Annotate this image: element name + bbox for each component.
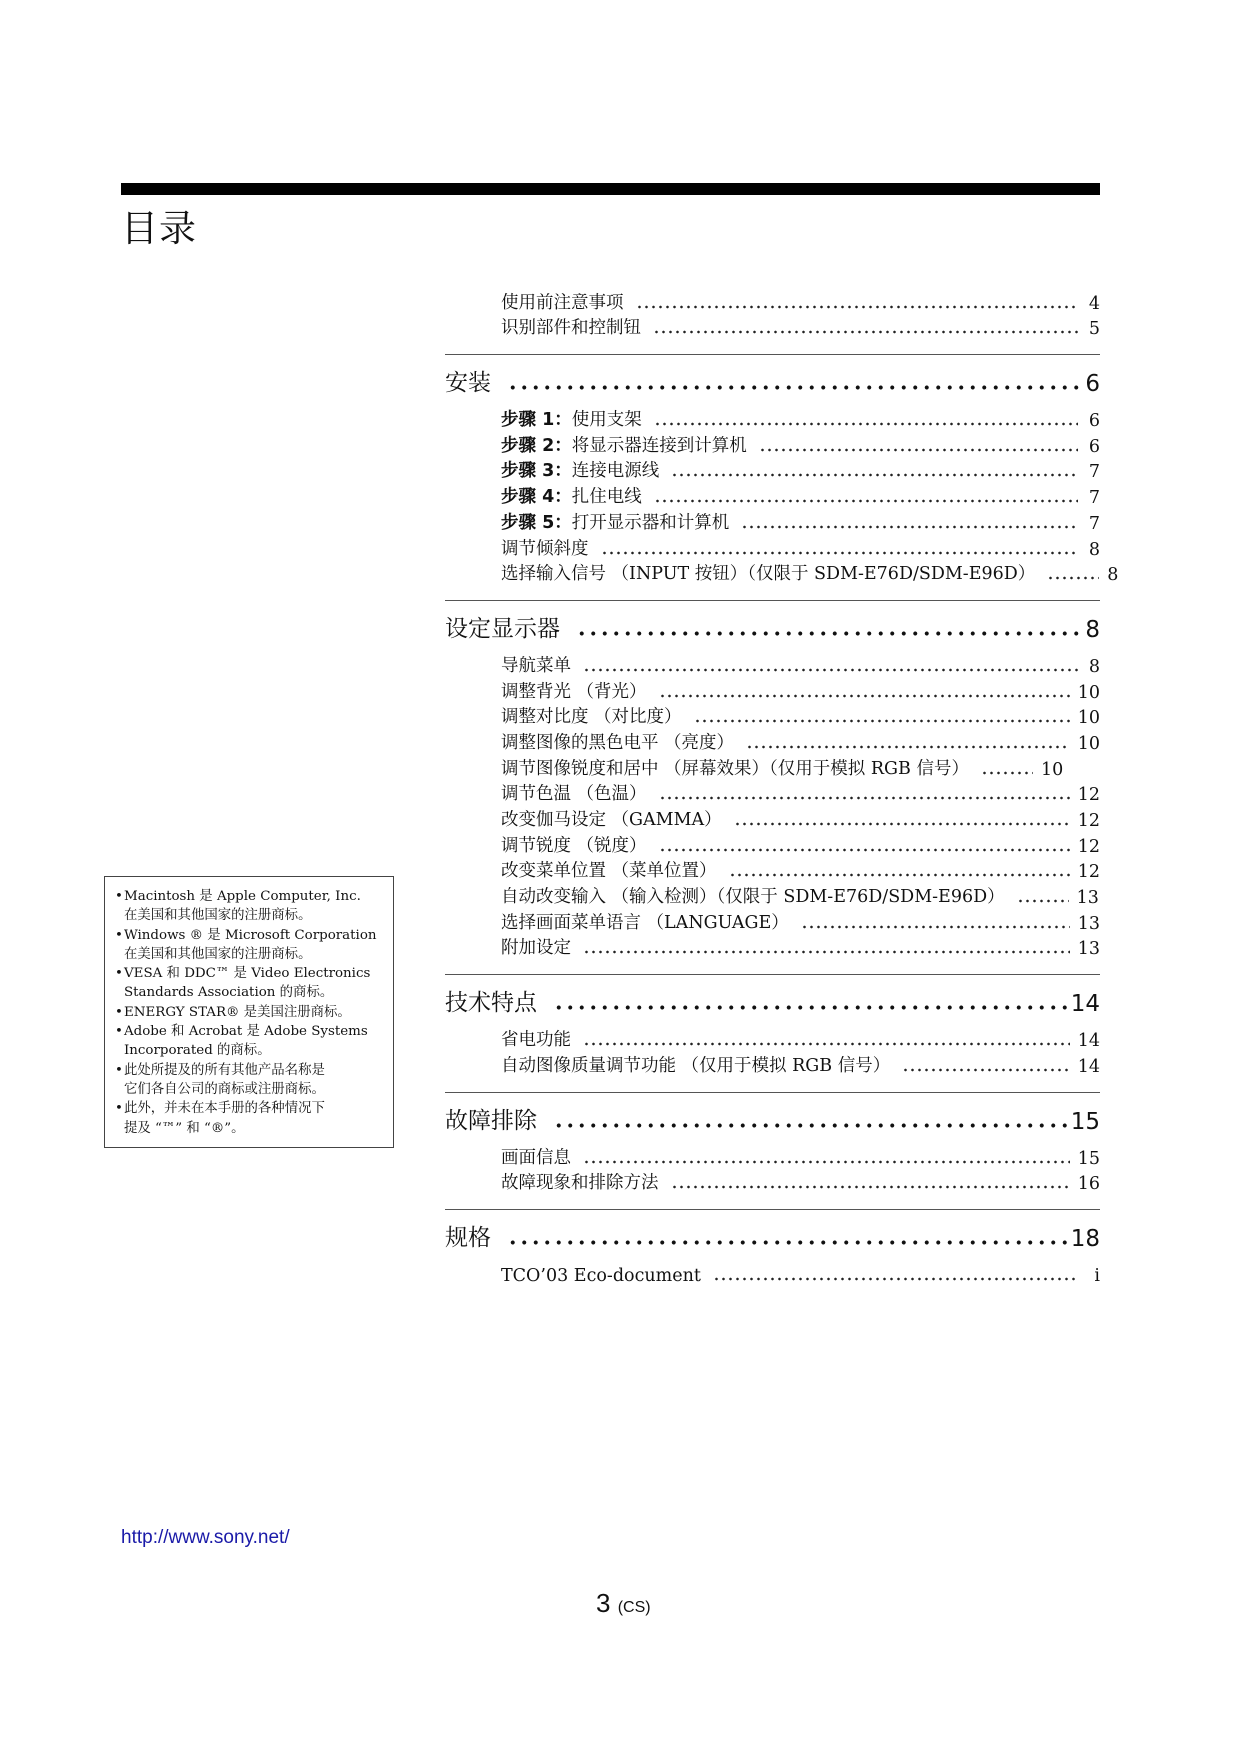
toc-leader-dots <box>671 1184 1070 1190</box>
toc-leader-dots <box>654 498 1078 504</box>
toc-entry[interactable] <box>445 651 1100 677</box>
toc-section-entries <box>445 1252 1100 1286</box>
trademark-notice-box <box>104 876 394 1148</box>
toc-entry-label <box>501 1026 571 1051</box>
toc-sections <box>445 354 1119 1286</box>
trademark-item <box>115 1022 387 1061</box>
toc-entry-text: 调节色温 （色温） <box>501 784 647 805</box>
toc-entry-page: 16 <box>1077 1174 1100 1195</box>
toc-entry-label <box>501 806 722 831</box>
toc-entry-text: 打开显示器和计算机 <box>571 512 730 533</box>
toc-section-page: 14 <box>1070 991 1100 1018</box>
trademark-item <box>115 964 387 1003</box>
toc-section-title: 故障排除 <box>445 1107 537 1134</box>
toc-entry-text: 省电功能 <box>501 1030 571 1051</box>
toc-entry[interactable] <box>445 1143 1100 1169</box>
toc-step-prefix: 步骤 4： <box>501 487 572 508</box>
toc-entry[interactable] <box>445 934 1100 960</box>
top-rule <box>121 183 1100 195</box>
page-title: 目录 <box>121 207 197 250</box>
toc-entry-page: 10 <box>1040 759 1064 780</box>
toc-entry[interactable] <box>445 1260 1100 1286</box>
toc-entry[interactable] <box>445 431 1100 457</box>
toc-leader-dots <box>746 744 1070 750</box>
toc-section-title: 安装 <box>445 370 491 397</box>
toc-entry-page: 13 <box>1077 913 1100 934</box>
toc-entry[interactable] <box>445 677 1100 703</box>
trademark-text: 此外，并未在本手册的各种情况下 提及 “™” 和 “®”。 <box>124 1101 325 1136</box>
toc-entry[interactable] <box>445 534 1100 560</box>
toc-section-title: 技术特点 <box>445 990 537 1017</box>
bullet-icon: • <box>115 889 123 904</box>
toc-entry-label <box>501 1144 571 1169</box>
toc-entry-page: 12 <box>1077 836 1100 857</box>
toc-entry-page: 15 <box>1077 1148 1100 1169</box>
toc-entry-label <box>501 1169 659 1194</box>
toc-entry-text: 调节倾斜度 <box>501 538 589 559</box>
trademark-item <box>115 926 387 965</box>
toc-leader-dots <box>659 847 1070 853</box>
toc-entry-label <box>501 703 682 728</box>
toc-entry-text: 将显示器连接到计算机 <box>571 435 747 456</box>
trademark-list <box>115 887 387 1138</box>
toc-entry-label <box>501 780 647 805</box>
toc-entry[interactable] <box>445 508 1100 534</box>
toc-leader-dots <box>636 304 1079 310</box>
trademark-item <box>115 887 387 926</box>
toc-entry[interactable] <box>445 805 1100 831</box>
toc-entry-text: 调整图像的黑色电平 （亮度） <box>501 732 735 753</box>
toc-section-title: 规格 <box>445 1225 491 1252</box>
toc-entry-label <box>501 406 642 431</box>
toc-entry-page: 7 <box>1088 488 1100 509</box>
toc-entry-label <box>501 560 1035 585</box>
toc-section-page: 18 <box>1070 1226 1100 1253</box>
trademark-item <box>115 1099 387 1138</box>
trademark-item <box>115 1003 387 1022</box>
toc-entry-label <box>501 457 659 482</box>
toc-entry-page: 6 <box>1088 411 1100 432</box>
toc-entry-page: 13 <box>1077 939 1100 960</box>
toc-leader-dots <box>583 1041 1070 1047</box>
toc-step-prefix: 步骤 5： <box>501 512 572 533</box>
toc-entry-label <box>501 832 647 857</box>
toc-intro-group <box>445 288 1100 339</box>
toc-leader-dots <box>583 949 1070 955</box>
toc-entry-label <box>501 1266 701 1286</box>
toc-section-heading[interactable] <box>445 1101 1100 1135</box>
toc-leader-dots <box>981 770 1033 776</box>
toc-entry-page: 5 <box>1088 319 1100 340</box>
trademark-text: VESA 和 DDC™ 是 Video Electronics Standards Association 的商标。 <box>124 966 371 1001</box>
toc-entry[interactable] <box>445 482 1100 508</box>
toc-entry-page: 10 <box>1077 682 1100 703</box>
toc-leader-dots <box>801 924 1070 930</box>
toc-entry-text: 调节锐度 （锐度） <box>501 835 647 856</box>
toc-leader-dots <box>653 329 1078 335</box>
toc-entry-label <box>501 934 571 959</box>
toc-leader-dots <box>671 472 1078 478</box>
toc-leader-dots <box>659 795 1070 801</box>
toc-entry-label <box>501 883 1005 908</box>
toc-section-heading[interactable] <box>445 1218 1100 1252</box>
toc-entry-label <box>501 857 717 882</box>
toc-entry[interactable] <box>445 1051 1100 1077</box>
toc-entry-label <box>501 1052 890 1077</box>
toc-leader-dots <box>734 821 1070 827</box>
toc-section-entries <box>445 397 1119 586</box>
toc-leader-dots <box>741 524 1078 530</box>
toc-section-title: 设定显示器 <box>445 616 560 643</box>
toc-entry-page: 12 <box>1077 862 1100 883</box>
toc-entry-text: 选择画面菜单语言 （LANGUAGE） <box>501 912 789 933</box>
toc-section-leader-dots <box>576 630 1081 637</box>
trademark-text: Windows ® 是 Microsoft Corporation 在美国和其他国家的注册商标。 <box>124 927 377 962</box>
toc-entry-text: 改变伽马设定 （GAMMA） <box>501 810 722 830</box>
toc-entry-text: 扎住电线 <box>571 487 642 508</box>
toc-step-prefix: 步骤 2： <box>501 435 572 456</box>
toc-leader-dots <box>902 1067 1070 1073</box>
toc-section-heading[interactable] <box>445 363 1100 397</box>
toc-entry[interactable] <box>445 780 1100 806</box>
toc-entry[interactable] <box>445 728 1100 754</box>
toc-section-entries <box>445 1017 1100 1076</box>
toc-section <box>445 600 1100 959</box>
toc-leader-dots <box>694 718 1070 724</box>
toc-leader-dots <box>583 667 1078 673</box>
toc-entry-page: 4 <box>1088 293 1100 314</box>
toc-entry-page: 12 <box>1077 785 1100 806</box>
toc-entry-label <box>501 535 589 560</box>
toc-section-page: 6 <box>1085 371 1100 398</box>
toc-entry-label <box>501 432 747 457</box>
toc-section <box>445 1092 1100 1194</box>
toc-entry-label <box>501 509 729 534</box>
toc-entry-label <box>501 909 789 934</box>
toc-entry-page: 10 <box>1077 708 1100 729</box>
sony-website-link[interactable]: http://www.sony.net/ <box>121 1527 290 1548</box>
toc-entry-text: 连接电源线 <box>571 461 660 482</box>
trademark-text: ENERGY STAR® 是美国注册商标。 <box>124 1004 351 1020</box>
trademark-text: Macintosh 是 Apple Computer, Inc. 在美国和其他国家的注册商标。 <box>124 889 361 924</box>
toc-entry-page: 7 <box>1088 513 1100 534</box>
toc-section <box>445 974 1100 1076</box>
toc-section-leader-dots <box>507 384 1081 391</box>
toc-entry-text: 调整对比度 （对比度） <box>501 707 682 728</box>
toc-step-prefix: 步骤 3： <box>501 461 572 482</box>
toc-entry-text: 调整背光 （背光） <box>501 681 647 702</box>
bullet-icon: • <box>115 1004 123 1020</box>
toc-entry-label <box>501 289 624 314</box>
toc-entry-text: 调节图像锐度和居中 （屏幕效果）（仅用于模拟 RGB 信号） <box>501 758 969 779</box>
toc-entry-page: 8 <box>1088 539 1100 560</box>
bullet-icon: • <box>115 1024 123 1040</box>
bullet-icon: • <box>115 966 123 982</box>
trademark-text: Adobe 和 Acrobat 是 Adobe Systems Incorporated 的商标。 <box>124 1024 368 1059</box>
toc-section-leader-dots <box>553 1122 1067 1129</box>
toc-entry-text: 识别部件和控制钮 <box>501 318 641 339</box>
toc-section-page: 15 <box>1070 1108 1100 1135</box>
toc-entry[interactable] <box>445 908 1100 934</box>
toc-entry-page: 6 <box>1088 436 1100 457</box>
bullet-icon: • <box>115 927 123 943</box>
toc-entry[interactable] <box>445 857 1100 883</box>
bullet-icon: • <box>115 1062 123 1078</box>
page-number-suffix: (CS) <box>617 1599 651 1616</box>
toc-entry-page: i <box>1094 1265 1100 1286</box>
toc-entry-text: 使用支架 <box>571 410 642 431</box>
toc-entry[interactable] <box>445 1169 1100 1195</box>
toc-section-heading[interactable] <box>445 609 1100 643</box>
toc-entry-label <box>501 652 571 677</box>
page-number-value: 3 <box>596 1588 611 1618</box>
toc-entry[interactable] <box>445 1025 1100 1051</box>
toc-entry-text: 自动改变输入 （输入检测）（仅限于 SDM-E76D/SDM-E96D） <box>501 887 1005 908</box>
page-number <box>596 1588 651 1619</box>
toc-entry[interactable] <box>445 288 1100 314</box>
toc-step-prefix: 步骤 1： <box>501 410 572 431</box>
toc-leader-dots <box>659 693 1070 699</box>
toc-entry-page: 14 <box>1077 1031 1100 1052</box>
toc-entry[interactable] <box>445 882 1100 908</box>
toc-section-leader-dots <box>507 1239 1067 1246</box>
toc-leader-dots <box>583 1159 1070 1165</box>
toc-entry-page: 8 <box>1088 656 1100 677</box>
toc-entry-page: 14 <box>1077 1056 1100 1077</box>
toc-entry-text: 导航菜单 <box>501 655 571 676</box>
toc-leader-dots <box>1047 575 1099 581</box>
toc-section-entries <box>445 1135 1100 1194</box>
toc-leader-dots <box>713 1276 1078 1282</box>
toc-entry[interactable]: 选择输入信号 （INPUT 按钮）（仅限于 SDM-E76D/SDM-E96D） 8 <box>445 560 1100 586</box>
toc-entry-text: 自动图像质量调节功能 （仅用于模拟 RGB 信号） <box>501 1055 891 1076</box>
bullet-icon: • <box>115 1101 123 1117</box>
trademark-item <box>115 1061 387 1100</box>
toc-entry-text: 画面信息 <box>501 1147 571 1168</box>
toc-entry[interactable] <box>445 457 1100 483</box>
toc-entry-label <box>501 729 734 754</box>
toc-entry[interactable] <box>445 703 1100 729</box>
toc-entry[interactable] <box>445 831 1100 857</box>
table-of-contents <box>445 288 1119 1286</box>
toc-entry-text: 选择输入信号 （INPUT 按钮）（仅限于 SDM-E76D/SDM-E96D） <box>501 564 1036 585</box>
toc-entry-label <box>501 314 641 339</box>
toc-entry-text: 使用前注意事项 <box>501 292 624 313</box>
toc-entry-text: TCO’03 Eco-document <box>501 1265 701 1286</box>
toc-entry-label <box>501 483 642 508</box>
trademark-text: 此处所提及的所有其他产品名称是 它们各自公司的商标或注册商标。 <box>124 1062 325 1097</box>
toc-entry[interactable] <box>445 754 1100 780</box>
toc-entry-text: 故障现象和排除方法 <box>501 1173 659 1194</box>
toc-leader-dots <box>654 421 1078 427</box>
toc-section <box>445 1209 1100 1286</box>
toc-entry-label <box>501 678 647 703</box>
toc-entry[interactable] <box>445 405 1100 431</box>
toc-entry-text: 附加设定 <box>501 938 571 959</box>
toc-entry-text: 改变菜单位置 （菜单位置） <box>501 861 717 882</box>
toc-entry-page: 12 <box>1077 811 1100 831</box>
toc-leader-dots <box>601 550 1079 556</box>
toc-entry[interactable] <box>445 314 1100 340</box>
toc-leader-dots <box>759 447 1078 453</box>
toc-section-leader-dots <box>553 1004 1067 1011</box>
toc-section-page: 8 <box>1085 617 1100 644</box>
toc-entry-page: 13 <box>1076 888 1099 909</box>
toc-section <box>445 354 1119 586</box>
toc-leader-dots <box>1017 898 1069 904</box>
toc-entry-page: 7 <box>1088 462 1100 483</box>
toc-section-heading[interactable] <box>445 983 1100 1017</box>
toc-entry-page: 10 <box>1077 733 1100 754</box>
toc-leader-dots <box>729 872 1070 878</box>
toc-section-entries <box>445 643 1100 959</box>
toc-entry-label <box>501 755 969 780</box>
